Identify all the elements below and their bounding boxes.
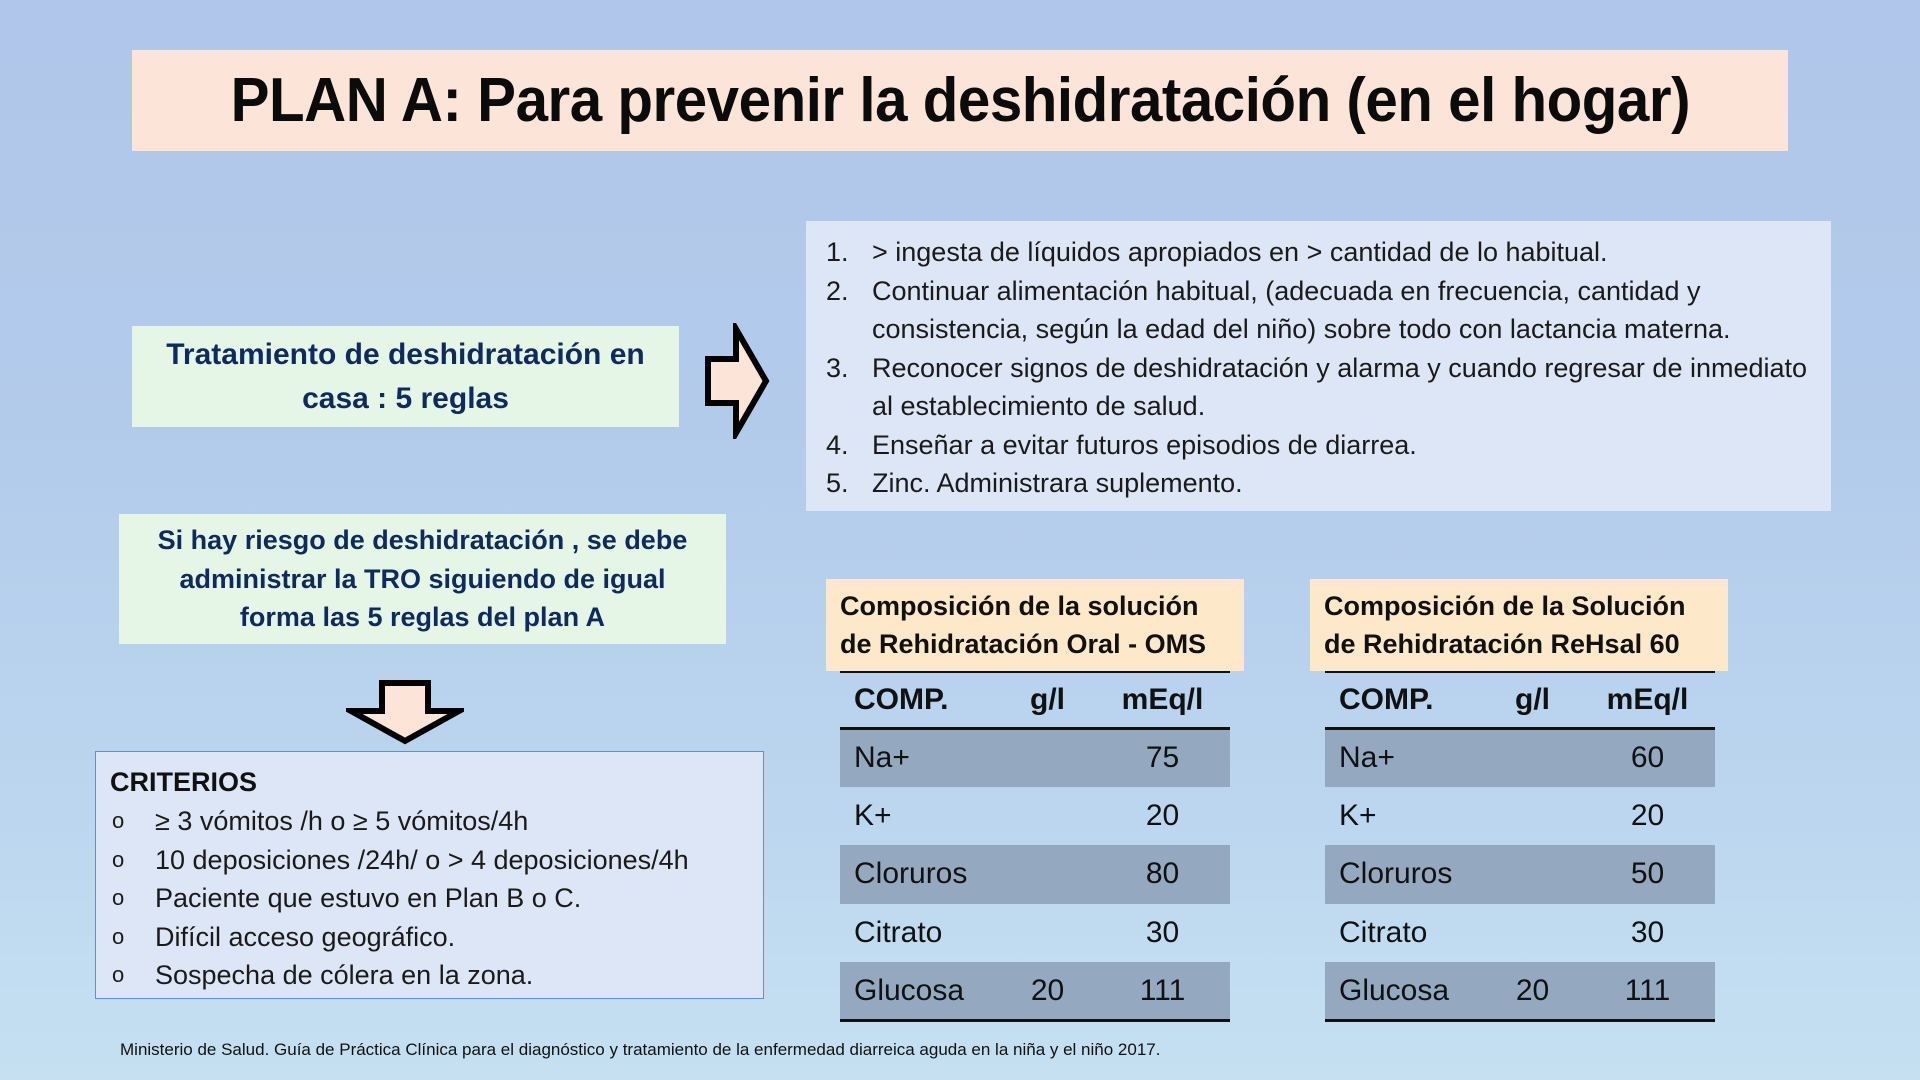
table-row: Glucosa 20 111 <box>840 962 1230 1021</box>
column-header: mEq/l <box>1580 672 1715 728</box>
circle-bullet-icon: o <box>112 923 125 949</box>
criteria-item: o Paciente que estuvo en Plan B o C. <box>110 879 749 918</box>
table-header-row <box>1325 672 1715 728</box>
rule-item: 2. Continuar alimentación habitual, (adecuada en frecuencia, cantidad y consistencia, según la edad del niño) sobre todo con lactancia materna. <box>826 275 1731 344</box>
criteria-list <box>110 802 749 995</box>
circle-bullet-icon: o <box>112 808 125 833</box>
table-row: Cloruros 80 <box>840 845 1230 904</box>
rule-item: 3. Reconocer signos de deshidratación y alarma y cuando regresar de inmediato al establecimiento de salud. <box>826 352 1808 421</box>
risk-box <box>119 514 726 644</box>
criteria-item: o Sospecha de cólera en la zona. <box>110 956 749 995</box>
footer-citation: Ministerio de Salud. Guía de Práctica Clínica para el diagnóstico y tratamiento de la enfermedad diarreica aguda en la niña y el niño 2017. <box>120 1040 1161 1059</box>
circle-bullet-icon: o <box>112 846 125 872</box>
table-row: K+ 20 <box>1339 798 1665 832</box>
arrow-right-icon <box>704 323 770 439</box>
treatment-box <box>132 326 679 427</box>
table-row: Na+ 75 <box>840 728 1230 787</box>
criteria-item: o ≥ 3 vómitos /h o ≥ 5 vómitos/4h <box>110 802 749 841</box>
rules-list-box <box>806 221 1831 511</box>
table-row: Glucosa 20 111 <box>1325 962 1715 1021</box>
table-row: Cloruros 50 <box>1325 845 1715 904</box>
circle-bullet-icon: o <box>112 885 125 910</box>
table-header-row <box>840 672 1230 728</box>
page-title: PLAN A: Para prevenir la deshidratación (en el hogar) <box>230 66 1690 135</box>
criteria-box <box>95 751 764 999</box>
table-rehsal <box>1325 671 1715 1022</box>
criteria-title: CRITERIOS <box>110 767 258 797</box>
arrow-down-icon <box>346 679 464 745</box>
criteria-item: o 10 deposiciones /24h/ o > 4 deposiciones/4h <box>110 841 749 880</box>
criteria-item: o Difícil acceso geográfico. <box>110 918 749 957</box>
column-header: mEq/l <box>1095 672 1230 728</box>
column-header: g/l <box>1000 672 1095 728</box>
table-rehsal-title-box <box>1310 579 1728 671</box>
table-oms-title: Composición de la solución de Rehidratación Oral - OMS <box>826 579 1244 671</box>
table-row: Citrato 30 <box>854 915 1180 949</box>
rule-item: 1. > ingesta de líquidos apropiados en > cantidad de lo habitual. <box>826 237 1608 267</box>
table-rehsal-title: Composición de la Solución de Rehidratación ReHsal 60 <box>1310 579 1728 671</box>
column-header: COMP. <box>1325 672 1485 728</box>
rule-item: 5. Zinc. Administrara suplemento. <box>826 468 1243 498</box>
rules-list <box>818 233 1811 503</box>
table-oms-title-box <box>826 579 1244 671</box>
column-header: COMP. <box>840 672 1000 728</box>
column-header: g/l <box>1485 672 1580 728</box>
circle-bullet-icon: o <box>112 962 125 987</box>
table-oms <box>840 671 1230 1022</box>
table-row: K+ 20 <box>854 798 1180 832</box>
rule-item: 4. Enseñar a evitar futuros episodios de diarrea. <box>826 429 1417 460</box>
table-row: Na+ 60 <box>1325 728 1715 787</box>
table-row: Citrato 30 <box>1339 915 1665 949</box>
risk-text: Si hay riesgo de deshidratación , se debe administrar la TRO siguiendo de igual forma las 5 reglas del plan A <box>157 525 688 633</box>
title-banner <box>132 50 1788 151</box>
treatment-text: Tratamiento de deshidratación en casa : 5 reglas <box>166 337 645 415</box>
